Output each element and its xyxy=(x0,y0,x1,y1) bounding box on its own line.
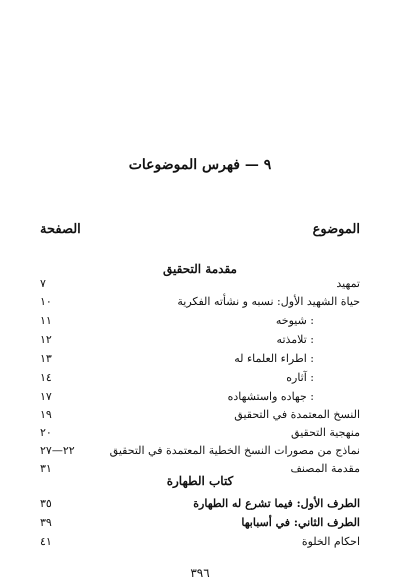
entry-label: : تلامذته xyxy=(276,332,314,346)
index-entry xyxy=(40,405,360,423)
index-entry xyxy=(40,532,360,550)
entry-page: ١٣ xyxy=(40,351,52,365)
entry-label: : آثاره xyxy=(286,370,314,384)
entry-page: ١٠ xyxy=(40,294,52,308)
topic-column-header: الموضوع xyxy=(312,222,360,237)
index-entry xyxy=(40,292,360,310)
entry-label: : اطراء العلماء له xyxy=(234,351,314,365)
entry-page: ٤١ xyxy=(40,534,52,548)
index-entry xyxy=(40,274,360,292)
index-title: ٩ — فهرس الموضوعات xyxy=(128,157,272,173)
entry-page: ٣٩ xyxy=(40,515,52,529)
entry-label: : جهاده واستشهاده xyxy=(227,389,314,403)
entry-page: ٧ xyxy=(40,276,46,290)
index-entry xyxy=(40,441,360,459)
entry-page: ١٩ xyxy=(40,407,52,421)
entry-label: الطرف الأول: فيما تشرع له الطهارة xyxy=(193,496,360,510)
entry-label: مقدمة المصنف xyxy=(290,461,360,475)
entry-label: منهجية التحقيق xyxy=(291,425,360,439)
page-number: ٣٩٦ xyxy=(190,566,210,580)
index-entry xyxy=(40,513,360,531)
entry-page: ١١ xyxy=(40,313,52,327)
index-entry xyxy=(40,330,360,348)
entry-label: تمهيد xyxy=(336,276,360,290)
entry-label: نماذج من مصورات النسخ الخطية المعتمدة في التحقيق xyxy=(109,443,360,457)
entry-page: ٢٠ xyxy=(40,425,52,439)
entry-label: احكام الخلوة xyxy=(301,534,360,548)
entry-page: ٣١ xyxy=(40,461,52,475)
section-heading-introduction: مقدمة التحقيق xyxy=(163,262,237,276)
entry-page: ١٤ xyxy=(40,370,52,384)
entry-page: ٣٥ xyxy=(40,496,52,510)
entry-label: : شيوخه xyxy=(275,313,314,327)
index-entry xyxy=(40,494,360,512)
section-heading-purity-book: كتاب الطهارة xyxy=(166,474,234,488)
entry-page: ١٢ xyxy=(40,332,52,346)
index-entry xyxy=(40,368,360,386)
entry-page: ١٧ xyxy=(40,389,52,403)
index-entry xyxy=(40,387,360,405)
entry-page: ٢٢—٢٧ xyxy=(40,443,75,457)
index-entry xyxy=(40,423,360,441)
entry-label: حياة الشهيد الأول: نسبه و نشأته الفكرية xyxy=(177,294,360,308)
entry-label: الطرف الثاني: في أسبابها xyxy=(241,515,360,529)
page-column-header: الصفحة xyxy=(40,222,81,237)
entry-label: النسخ المعتمدة في التحقيق xyxy=(234,407,360,421)
index-entry xyxy=(40,311,360,329)
index-entry xyxy=(40,349,360,367)
